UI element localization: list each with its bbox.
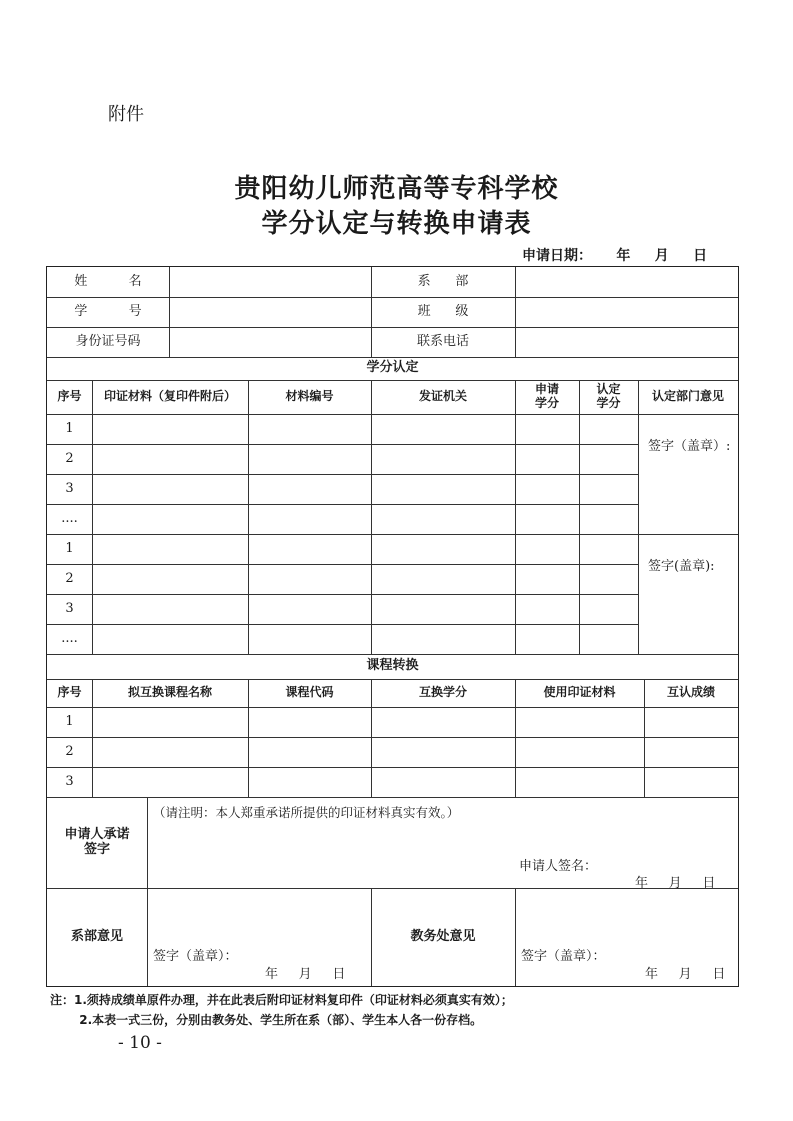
col-line <box>371 380 372 654</box>
header-dept-opinion: 认定部门意见 <box>651 389 724 404</box>
department-field[interactable] <box>516 267 738 297</box>
row-seq: .... <box>61 510 78 526</box>
col-line <box>579 380 580 654</box>
header-applied-credits: 申请 学分 <box>534 382 559 410</box>
id-card-label: 身份证号码 <box>75 333 141 349</box>
form-title-line1: 贵阳幼儿师范高等专科学校 <box>234 174 559 204</box>
row-seq: 1 <box>65 713 74 729</box>
row-line <box>47 797 738 798</box>
row-line <box>47 737 738 738</box>
dept-opinion-label: 系部意见 <box>70 928 123 944</box>
academic-opinion-date: 年 月 日 <box>645 967 726 982</box>
row-line <box>47 504 638 505</box>
dept-opinion-date: 年 月 日 <box>265 967 346 982</box>
row-seq: 2 <box>65 450 74 466</box>
phone-field[interactable] <box>516 327 738 357</box>
col-line <box>638 380 639 654</box>
header-seq: 序号 <box>57 685 82 700</box>
application-form-table <box>46 266 739 987</box>
credit-recognition-title: 学分认定 <box>366 360 419 376</box>
row-line <box>47 767 738 768</box>
academic-affairs-opinion-label: 教务处意见 <box>410 928 476 944</box>
row-seq: 3 <box>65 600 74 616</box>
name-label: 姓 名 <box>74 273 142 289</box>
header-issuer: 发证机关 <box>418 389 467 404</box>
row-line <box>47 444 638 445</box>
department-label: 系 部 <box>417 273 469 289</box>
row-line <box>47 594 638 595</box>
row-seq: 3 <box>65 773 74 789</box>
dept-sign-label[interactable]: 签字（盖章）： <box>153 949 238 964</box>
row-seq: 1 <box>65 420 74 436</box>
row-seq: .... <box>61 630 78 646</box>
row-line <box>47 534 738 535</box>
col-line <box>248 380 249 654</box>
col-line <box>515 888 516 986</box>
dept-signature-2: 签字(盖章): <box>648 559 715 574</box>
academic-sign-label[interactable]: 签字（盖章）： <box>521 949 606 964</box>
name-field[interactable] <box>170 267 371 297</box>
attachment-label: 附件 <box>108 104 144 125</box>
commitment-date: 年 月 日 <box>635 876 716 891</box>
header-recognized-credits: 认定 学分 <box>596 382 621 410</box>
col-line <box>92 380 93 654</box>
header-material-no: 材料编号 <box>285 389 334 404</box>
form-title-line2: 学分认定与转换申请表 <box>261 209 532 239</box>
course-conversion-title: 课程转换 <box>366 658 419 674</box>
commitment-statement: （请注明：本人郑重承诺所提供的印证材料真实有效。） <box>153 805 460 820</box>
header-evidence-used: 使用印证材料 <box>543 685 616 700</box>
application-date: 申请日期： 年 月 日 <box>522 248 708 264</box>
col-line <box>515 380 516 654</box>
note-line-2: 2.本表一式三份，分别由教务处、学生所在系（部）、学生本人各一份存档。 <box>50 1013 483 1027</box>
student-id-label: 学 号 <box>74 303 142 319</box>
page-number: - 10 - <box>118 1033 162 1053</box>
header-seq: 序号 <box>57 389 82 404</box>
row-line <box>47 564 638 565</box>
row-seq: 1 <box>65 540 74 556</box>
header-course-name: 拟互换课程名称 <box>127 685 212 700</box>
header-mutual-grade: 互认成绩 <box>666 685 715 700</box>
row-line <box>47 474 638 475</box>
col-line <box>147 797 148 986</box>
id-card-field[interactable] <box>170 327 371 357</box>
commitment-label: 申请人承诺 签字 <box>64 826 130 857</box>
row-seq: 2 <box>65 570 74 586</box>
student-id-field[interactable] <box>170 297 371 327</box>
row-line <box>47 707 738 708</box>
row-seq: 3 <box>65 480 74 496</box>
class-label: 班 级 <box>417 303 469 319</box>
header-evidence: 印证材料（复印件附后） <box>103 389 236 404</box>
header-course-code: 课程代码 <box>285 685 334 700</box>
header-exchange-credits: 互换学分 <box>418 685 467 700</box>
phone-label: 联系电话 <box>416 333 469 349</box>
dept-signature-1: 签字（盖章）: <box>648 439 731 454</box>
class-field[interactable] <box>516 297 738 327</box>
note-line-1: 注：1.须持成绩单原件办理，并在此表后附印证材料复印件（印证材料必须真实有效）； <box>50 993 513 1007</box>
applicant-signature-label[interactable]: 申请人签名： <box>519 859 598 874</box>
row-seq: 2 <box>65 743 74 759</box>
row-line <box>47 414 738 415</box>
row-line <box>47 624 638 625</box>
